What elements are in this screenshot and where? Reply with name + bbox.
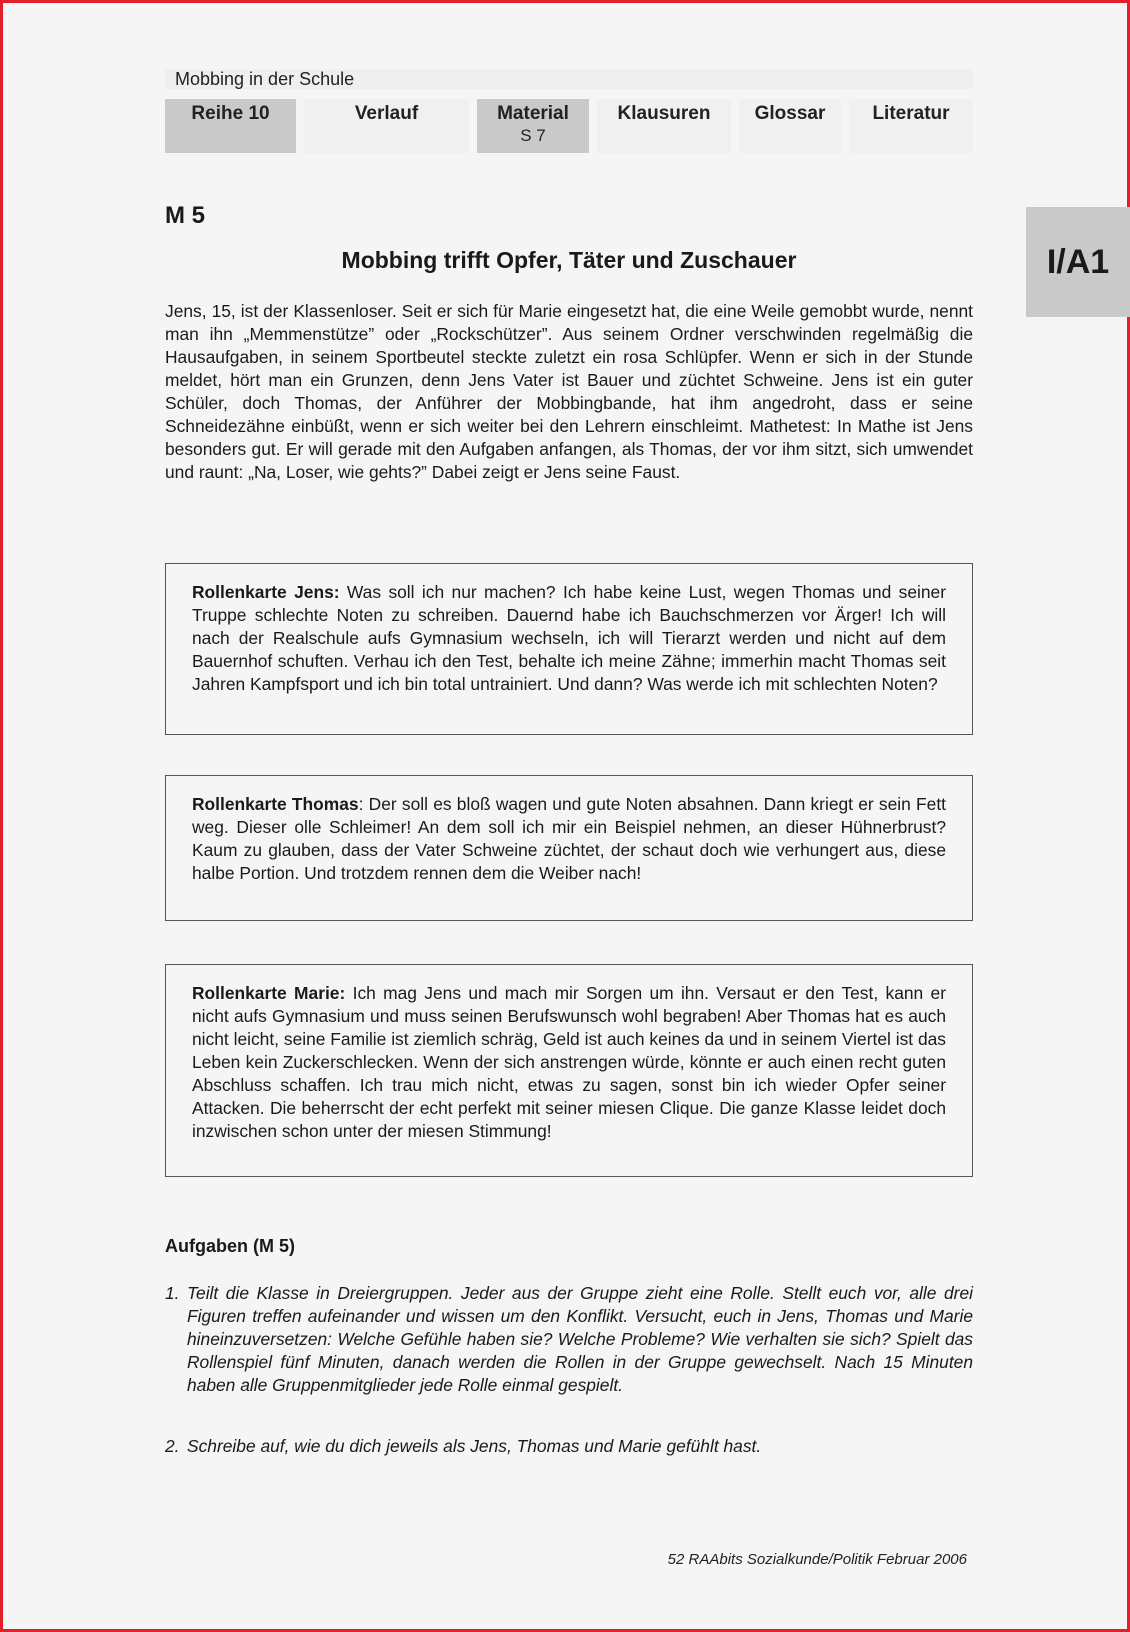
task-item bbox=[165, 1282, 973, 1397]
role-card-marie-text: Ich mag Jens und mach mir Sorgen um ihn. Versaut er den Test, kann er nicht aufs Gymnasium und muss seinen Berufswunsch wohl begraben! Aber Thomas hat es auch nicht leicht, seine Familie ist ziemlich schräg, Geld ist auch keines da und in seinem Viertel ist das Leben kein Zuckerschlecken. Wenn der sich anstrengen würde, könnte er auch einen recht guten Abschluss schaffen. Ich trau mich nicht, etwas zu sagen, sonst bin ich wieder Opfer seiner Attacken. Die beherrscht der echt perfekt mit seiner miesen Clique. Die ganze Klasse leidet doch inzwischen schon unter der miesen Stimmung! bbox=[192, 983, 946, 1141]
task-text: Teilt die Klasse in Dreiergruppen. Jeder aus der Gruppe zieht eine Rolle. Stellt euch vor, alle drei Figuren treffen aufeinander und wissen um den Konflikt. Versucht, euch in Jens, Thomas und Marie hineinzuversetzen: Welche Gefühle haben sie? Welche Probleme? Wie verhalten sie sich? Spielt das Rollenspiel fünf Minuten, danach werden die Rollen in der Gruppe gewechselt. Nach 15 Minuten haben alle Gruppenmitglieder jede Rolle einmal gespielt. bbox=[187, 1283, 973, 1395]
task-item bbox=[165, 1435, 973, 1458]
tasks-heading: Aufgaben (M 5) bbox=[165, 1236, 295, 1256]
nav-klausuren-label: Klausuren bbox=[617, 103, 711, 124]
task-text: Schreibe auf, wie du dich jeweils als Jens, Thomas und Marie gefühlt hast. bbox=[187, 1436, 762, 1456]
nav-literatur[interactable] bbox=[849, 99, 973, 153]
nav-verlauf-label: Verlauf bbox=[354, 103, 419, 124]
role-card-thomas-text: : Der soll es bloß wagen und gute Noten absahnen. Dann kriegt er sein Fett weg. Dieser olle Schleimer! An dem soll ich mir ein Beispiel nehmen, an dieser Hühnerbrust? Kaum zu glauben, dass der Vater Schweine züchtet, der schaut doch wie verhungert aus, diese halbe Portion. Und trotzdem rennen dem die Weiber nach! bbox=[192, 794, 946, 883]
nav-verlauf[interactable] bbox=[304, 99, 469, 153]
page-title: Mobbing trifft Opfer, Täter und Zuschauer bbox=[341, 247, 797, 273]
role-card-jens bbox=[165, 563, 973, 735]
role-card-jens-label: Rollenkarte Jens: bbox=[192, 582, 340, 602]
role-card-marie-label: Rollenkarte Marie: bbox=[192, 983, 346, 1003]
role-card-jens-text: Was soll ich nur machen? Ich habe keine Lust, wegen Thomas und seiner Truppe schlechte Noten zu schreiben. Dauernd habe ich Bauchschmerzen vor Ärger! Ich will nach der Realschule aufs Gymnasium wechseln, ich will Tierarzt werden und nicht auf dem Bauernhof schuften. Verhau ich den Test, behalte ich meine Zähne; immerhin macht Thomas seit Jahren Kampfsport und ich bin total untrainiert. Und dann? Was werde ich mit schlechten Noten? bbox=[192, 582, 946, 694]
material-label: M 5 bbox=[165, 202, 206, 229]
nav-material-page: S 7 bbox=[520, 126, 546, 145]
section-tab: I/A1 bbox=[1026, 207, 1130, 317]
task-number: 2. bbox=[165, 1436, 180, 1456]
nav-glossar[interactable] bbox=[739, 99, 841, 153]
task-number: 1. bbox=[165, 1283, 180, 1303]
nav-klausuren[interactable] bbox=[597, 99, 731, 153]
role-card-thomas bbox=[165, 775, 973, 921]
role-card-marie bbox=[165, 964, 973, 1177]
intro-text: Jens, 15, ist der Klassenloser. Seit er sich für Marie eingesetzt hat, die eine Weile gemobbt wurde, nennt man ihn „Memmenstütze” oder „Rockschützer”. Aus seinem Ordner verschwinden regelmäßig die Hausaufgaben, in seinem Sportbeutel steckte zuletzt ein rosa Schlüpfer. Wenn er sich in der Stunde meldet, hört man ein Grunzen, denn Jens Vater ist Bauer und züchtet Schweine. Jens ist ein guter Schüler, doch Thomas, der Anführer der Mobbingbande, hat ihm angedroht, dass er seine Schneidezähne einbüßt, wenn er sich weiter bei den Lehrern einschleimt. Mathetest: In Mathe ist Jens besonders gut. Er will gerade mit den Aufgaben anfangen, als Thomas, der vor ihm sitzt, sich umwendet und raunt: „Na, Loser, wie gehts?” Dabei zeigt er Jens seine Faust. bbox=[165, 301, 973, 482]
nav-reihe-label: Reihe 10 bbox=[191, 103, 270, 124]
nav-material-label: Material bbox=[497, 103, 569, 124]
role-card-thomas-label: Rollenkarte Thomas bbox=[192, 794, 359, 814]
nav-literatur-label: Literatur bbox=[872, 103, 950, 124]
nav-reihe[interactable] bbox=[165, 99, 296, 153]
page-footer: 52 RAAbits Sozialkunde/Politik Februar 2006 bbox=[667, 1551, 967, 1568]
nav-material[interactable] bbox=[477, 99, 589, 153]
series-title: Mobbing in der Schule bbox=[165, 69, 973, 89]
nav-glossar-label: Glossar bbox=[754, 103, 826, 124]
